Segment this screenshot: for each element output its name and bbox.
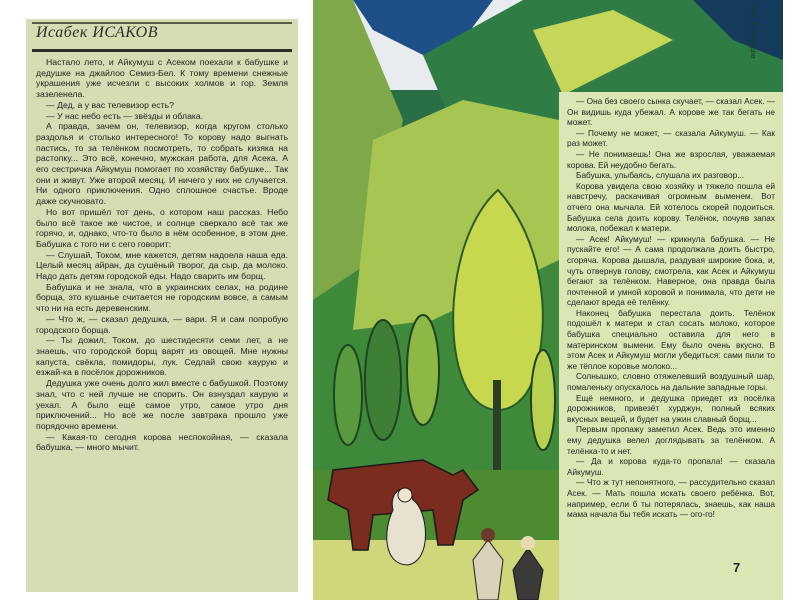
page-number: 7 — [733, 560, 741, 575]
poplar-tree — [531, 350, 555, 450]
paragraph: Дедушка уже очень долго жил вместе с бабушкой. Поэтому знал, что с ней лучше не спорить. Он взнуздал каурую и уехал. А было ещё самое утро, самое утро дня приключений... Но всё же после завтрака прошло уже порядочно времени. — [36, 378, 288, 431]
author-name: Исабек ИСАКОВ — [36, 24, 158, 41]
paragraph: — У нас небо есть — звёзды и облака. — [46, 110, 204, 121]
poplar-tree — [407, 315, 439, 425]
paragraph: Наконец бабушка перестала доить. Телёнок подошёл к матери и стал сосать молоко, которое бабушка специально оставила для него в материнском вымени. Ему было очень вкусно. В этом Асек и Айкумуш могли убедиться: сами пили то же тёплое коровье молоко... — [567, 307, 775, 371]
right-page — [313, 0, 783, 600]
child-head — [481, 528, 495, 542]
paragraph: — Она без своего сынка скучает, — сказал Асек. — Он видишь куда убежал. А корове же так бегать не может. — [567, 96, 775, 128]
woman-head — [398, 488, 412, 502]
paragraph: — Почему не может, — сказала Айкумуш. — Как раз может. — [567, 127, 775, 149]
paragraph: — Дед, а у вас телевизор есть? — [46, 99, 174, 110]
illustrator-credit: Рис. В. Пувлдов — [749, 6, 756, 59]
paragraph: — Асек! Айкумуш! — крикнула бабушка. — Не пускайте его! — А сама продолжала доить быстро, сгоряча. Корова дышала, раздувая широкие бока, и, чуть отвернув голову, смотрела, как Асек и Айкумуш бегают за телёнком. Наверное, она правда была почтенной и умной коровой и понимала, что дети не сделают вреда её телёнку. — [567, 233, 775, 308]
paragraph: — Что ж, — сказал дедушка, — вари. Я и сам попробую городского борща. — [36, 313, 288, 335]
poplar-tree — [365, 320, 401, 440]
tree-trunk — [493, 380, 501, 480]
paragraph: — Что ж тут непонятного, — рассудительно сказал Асек. — Мать пошла искать своего ребёнка. Вот, например, если б ты потерялась, знаешь, как наша мама начала бы тебя искать — ого-го! — [567, 477, 775, 520]
paragraph: Первым пропажу заметил Асек. Ведь это именно ему дедушка велел доглядывать за телёнком. А телёнка-то и нет. — [567, 424, 775, 456]
paragraph: Бабушка и не знала, что в украинских селах, на родине борща, это кушанье считается не городским вовсе, а самым что ни на есть деревенским. — [36, 281, 288, 314]
paragraph: — Слушай, Током, мне кажется, детям надоела наша еда. Целый месяц айран, да сушёный творог, да сыр, да молоко. Надо дать детям городской еды. Надо сварить им борщ. — [36, 249, 288, 282]
paragraph: А правда, зачем он, телевизор, когда кругом столько раздолья и столько интересного! То корову надо выгнать пастись, то за телёнком посмотреть, то собрать кизяка на растопку... Это всё, конечно, мужская работа, для Асека. А его сестричка Айкумуш помогает по хозяйству бабушке... Так они и живут. Уже второй месяц. И ничего у них не случается. Ни одного приключения. Одно сплошное счастье. Вроде даже скучновато. — [36, 121, 288, 207]
paragraph: Настало лето, и Айкумуш с Асеком поехали к бабушке и дедушке на джайлоо Семиз-Бел. К тому времени снежные украшения уже исчезли с высоких холмов и гор. Земля зазеленела. — [36, 57, 288, 100]
paragraph: Ещё немного, и дедушка приедет из посёлка дорожников, привезёт хурджун, полный всяких вкусных вещей, и будет на ужин славный борщ... — [567, 392, 775, 424]
paragraph: — Да и корова куда-то пропала! — сказала Айкумуш. — [567, 456, 775, 477]
paragraph: Солнышко, словно отяжелевший воздушный шар, помаленьку опускалось на дальние западные горы. — [567, 371, 775, 393]
paragraph: Бабушка, улыбаясь, слушала их разговор... — [576, 170, 745, 181]
poplar-tree — [334, 345, 362, 445]
right-article-text — [567, 96, 775, 520]
left-article-text — [36, 57, 288, 453]
left-page — [26, 19, 298, 592]
paragraph: Но вот пришёл тот день, о котором наш рассказ. Небо было всё такое же чистое, и солнце сверкало всё так же горячо, и, однако, что-то было в нём особенное, в этом дне. Бабушка с того ни с сего говорит: — [36, 206, 288, 249]
heading-rule — [32, 49, 292, 52]
paragraph: — Ты дожил, Током, до шестидесяти семи лет, а не знаешь, что городской борщ варят из овощей. Мне нужны капуста, свёкла, помидоры, лук. Седлай свою каурую и езжай-ка в посёлок дорожников. — [36, 335, 288, 378]
child-head — [521, 536, 535, 550]
paragraph: — Какая-то сегодня корова неспокойная, — сказала бабушка, — много мычит. — [36, 431, 288, 453]
paragraph: — Не понимаешь! Она же взрослая, уважаемая корова. Ей неудобно бегать. — [567, 148, 775, 170]
paragraph: Корова увидела свою хозяйку и тяжело пошла ей навстречу, раскачивая огромным выменем. Вот отчего она мычала. Ей хотелось скорей подоиться. Бабушка села доить корову. Телёнок, почуяв запах молока, побежал к матери. — [567, 180, 775, 234]
